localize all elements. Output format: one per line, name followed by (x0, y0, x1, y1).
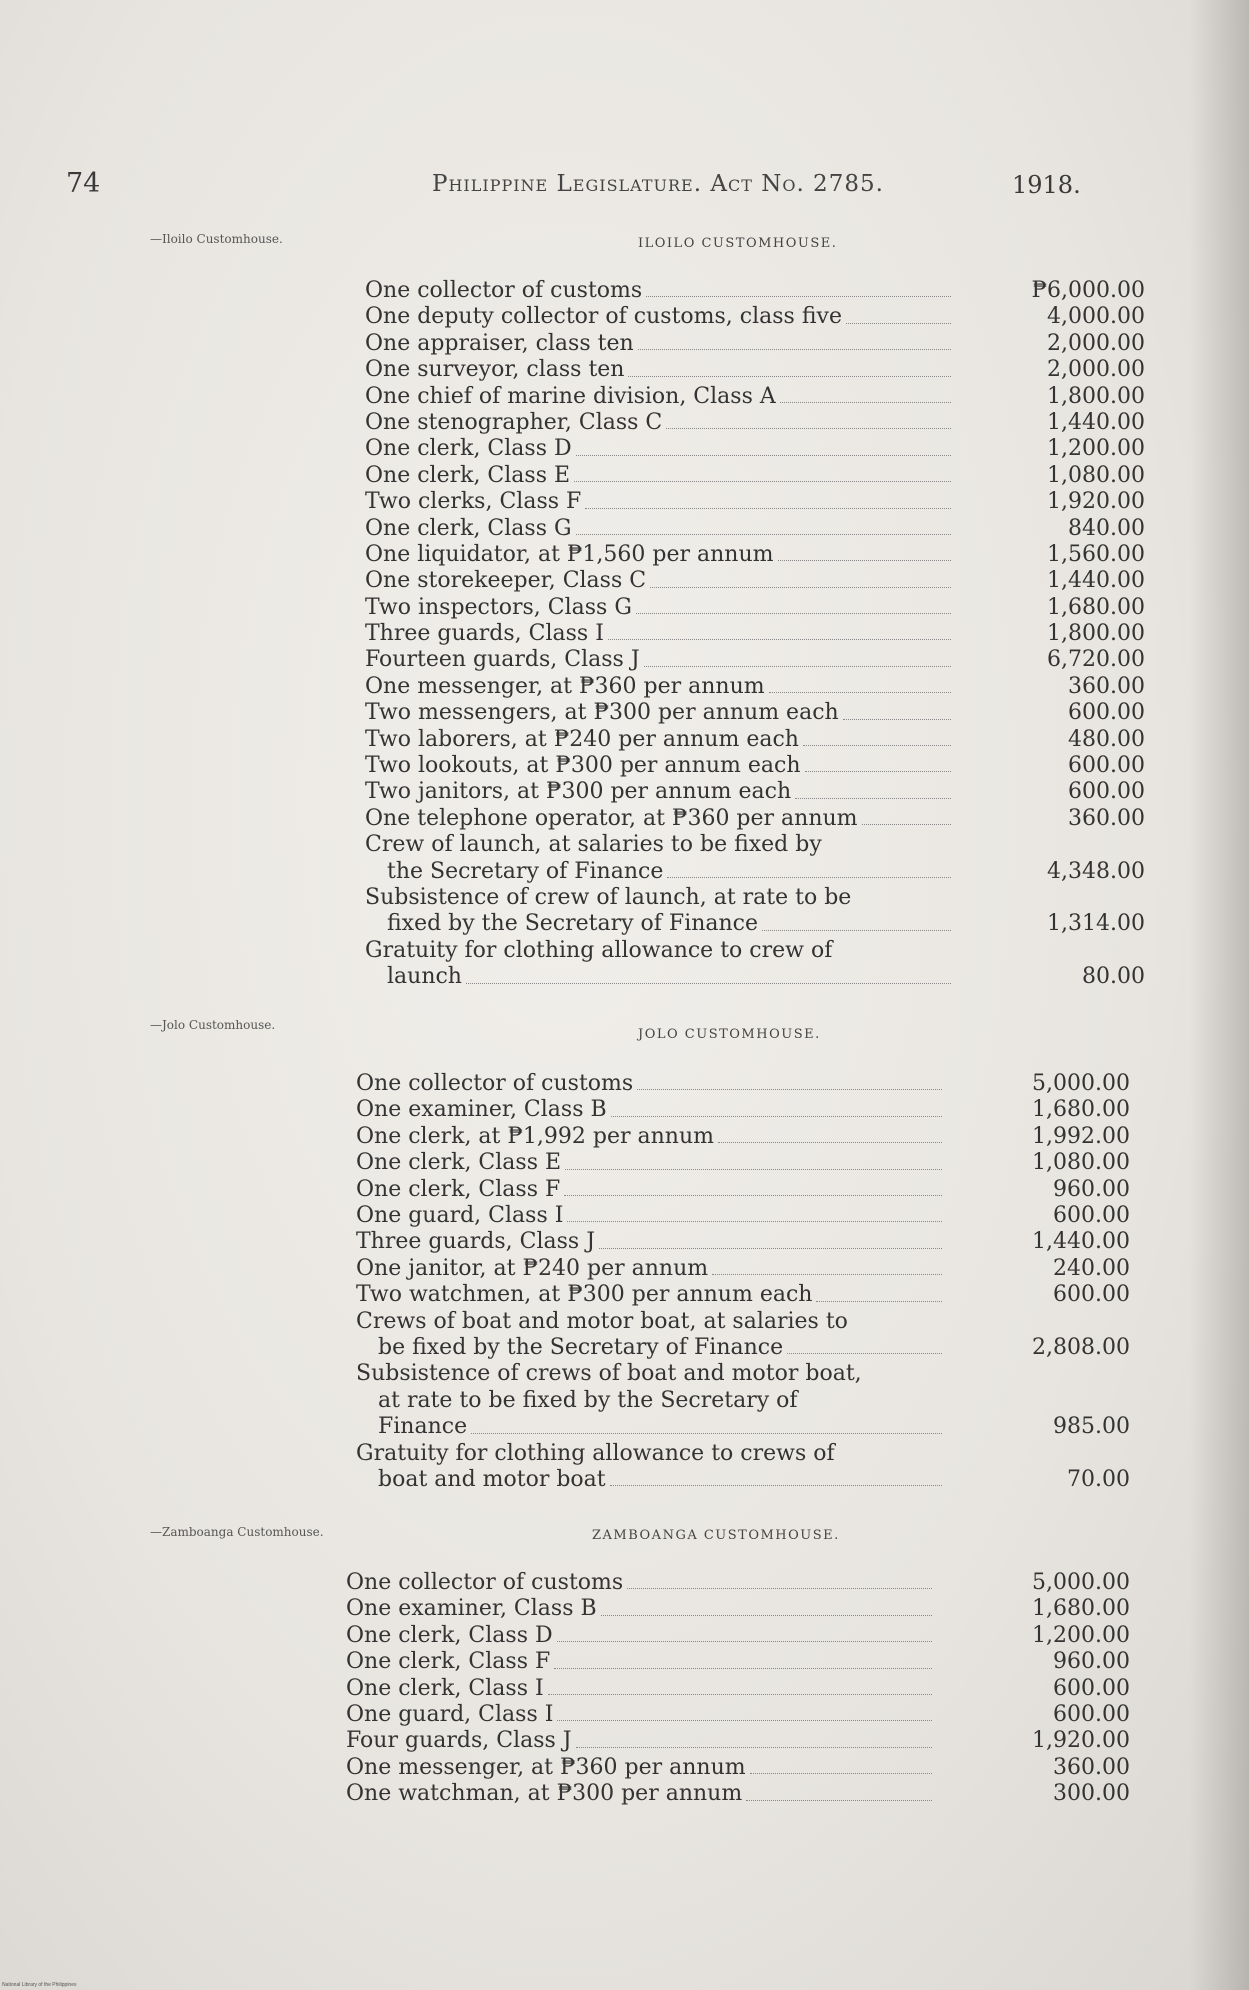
row-amount: 600.00 (1068, 753, 1145, 779)
row-description-line: One surveyor, class ten (365, 357, 625, 383)
table-row (365, 647, 1145, 673)
row-amount: 1,560.00 (1047, 541, 1145, 567)
leader-dots (557, 1641, 932, 1642)
row-description (346, 1596, 928, 1622)
row-description-line: Two laborers, at ₱240 per annum each (365, 726, 799, 752)
row-description (356, 1150, 938, 1176)
row-description-line: be fixed by the Secretary of Finance (378, 1334, 784, 1360)
row-amount: 2,000.00 (1047, 357, 1145, 383)
row-description (346, 1728, 928, 1754)
leader-dots (780, 402, 951, 403)
row-description-line: Four guards, Class J (346, 1728, 572, 1754)
leader-dots (778, 560, 951, 561)
row-description-line: Three guards, Class J (356, 1229, 596, 1255)
table-row (346, 1570, 1130, 1596)
row-amount: 1,080.00 (1032, 1150, 1130, 1176)
leader-dots (637, 1089, 942, 1090)
table-row (365, 516, 1145, 542)
row-amount: ₱6,000.00 (1031, 278, 1145, 303)
row-description (346, 1702, 928, 1728)
leader-dots (627, 1588, 932, 1589)
table-row (365, 727, 1145, 753)
row-amount: 2,808.00 (1032, 1334, 1130, 1360)
row-description (356, 1361, 938, 1440)
row-amount: 1,440.00 (1032, 1229, 1130, 1255)
row-description (346, 1781, 928, 1807)
table-row (346, 1676, 1130, 1702)
row-description-line: One collector of customs (356, 1071, 634, 1096)
row-description-line: One messenger, at ₱360 per annum (365, 673, 765, 699)
row-amount: 600.00 (1053, 1202, 1130, 1228)
leader-dots (564, 1195, 942, 1196)
table-row (356, 1309, 1130, 1362)
table-row (365, 542, 1145, 568)
row-amount: 70.00 (1067, 1466, 1130, 1492)
row-amount: 240.00 (1053, 1255, 1130, 1281)
table-row (356, 1361, 1130, 1440)
row-description (356, 1071, 938, 1097)
row-amount: 600.00 (1053, 1282, 1130, 1308)
table-row (365, 674, 1145, 700)
row-description-line: One clerk, Class D (346, 1622, 553, 1648)
row-description-line: One watchman, at ₱300 per annum (346, 1781, 743, 1807)
row-description (365, 384, 947, 410)
row-description (356, 1177, 938, 1203)
leader-dots (846, 323, 951, 324)
table-row (356, 1177, 1130, 1203)
row-description (365, 331, 947, 357)
page-edge-shadow (1189, 0, 1249, 1990)
row-description (365, 647, 947, 673)
table-zamboanga (346, 1570, 1130, 1808)
row-description (365, 410, 947, 436)
row-amount: 840.00 (1068, 515, 1145, 541)
row-description-line: the Secretary of Finance (387, 858, 664, 884)
row-description-line: Three guards, Class I (365, 621, 604, 647)
leader-dots (769, 692, 951, 693)
row-description-line: One clerk, Class F (356, 1176, 561, 1202)
row-amount: 2,000.00 (1047, 330, 1145, 356)
leader-dots (805, 771, 951, 772)
row-description-line: Two lookouts, at ₱300 per annum each (365, 753, 801, 779)
row-amount: 360.00 (1068, 673, 1145, 699)
leader-dots (565, 1169, 942, 1170)
table-row (356, 1256, 1130, 1282)
row-description-line: One clerk, Class G (365, 515, 572, 541)
row-description (365, 806, 947, 832)
row-description-line: One clerk, Class D (365, 436, 572, 462)
row-description (346, 1755, 928, 1781)
row-amount: 1,800.00 (1047, 383, 1145, 409)
row-amount: 1,800.00 (1047, 621, 1145, 647)
row-description (365, 753, 947, 779)
row-amount: 1,992.00 (1032, 1123, 1130, 1149)
table-row (365, 463, 1145, 489)
row-amount: 960.00 (1053, 1176, 1130, 1202)
leader-dots (795, 798, 951, 799)
row-amount: 1,440.00 (1047, 409, 1145, 435)
table-row (346, 1702, 1130, 1728)
row-amount: 80.00 (1082, 964, 1145, 990)
table-row (356, 1282, 1130, 1308)
row-description-line: One liquidator, at ₱1,560 per annum (365, 541, 774, 567)
page-number: 74 (66, 168, 101, 199)
row-description-line: launch (387, 964, 462, 990)
table-row (365, 410, 1145, 436)
row-description (356, 1282, 938, 1308)
row-amount: 360.00 (1053, 1754, 1130, 1780)
table-row (365, 304, 1145, 330)
table-row (365, 779, 1145, 805)
page-header (66, 168, 1086, 208)
table-row (365, 621, 1145, 647)
row-description-line: Gratuity for clothing allowance to crews of (356, 1440, 835, 1466)
table-row (356, 1441, 1130, 1494)
table-row (365, 489, 1145, 515)
row-amount: 985.00 (1053, 1414, 1130, 1440)
margin-note-jolo: —Jolo Customhouse. (150, 1018, 276, 1032)
table-row (346, 1755, 1130, 1781)
row-description-line: Crew of launch, at salaries to be fixed by (365, 832, 822, 858)
row-description (346, 1676, 928, 1702)
leader-dots (667, 877, 951, 878)
row-amount: 1,080.00 (1047, 462, 1145, 488)
row-description-line: One clerk, Class F (346, 1649, 551, 1675)
leader-dots (567, 1221, 942, 1222)
table-row (346, 1596, 1130, 1622)
table-row (365, 938, 1145, 991)
row-description-line: Gratuity for clothing allowance to crew of (365, 937, 833, 963)
row-description-line: Subsistence of crew of launch, at rate to be (365, 885, 852, 910)
row-description-line: boat and motor boat (378, 1466, 606, 1492)
leader-dots (608, 639, 951, 640)
leader-dots (666, 428, 951, 429)
row-description-line: Crews of boat and motor boat, at salaries to (356, 1308, 848, 1334)
row-description-line: Finance (378, 1414, 468, 1440)
row-amount: 600.00 (1068, 700, 1145, 726)
row-description-line: One deputy collector of customs, class five (365, 304, 842, 330)
row-description-line: at rate to be fixed by the Secretary of (378, 1387, 798, 1413)
margin-note-zamboanga: —Zamboanga Customhouse. (150, 1525, 324, 1539)
leader-dots (718, 1142, 942, 1143)
row-description-line: One examiner, Class B (356, 1097, 607, 1123)
leader-dots (574, 481, 951, 482)
row-description-line: One examiner, Class B (346, 1596, 597, 1622)
row-description-line: One guard, Class I (346, 1701, 554, 1727)
row-description-line: One clerk, Class E (365, 462, 571, 488)
table-row (365, 384, 1145, 410)
table-row (356, 1071, 1130, 1097)
row-amount: 1,440.00 (1047, 568, 1145, 594)
row-description-line: One telephone operator, at ₱360 per annum (365, 805, 858, 831)
row-description (365, 463, 947, 489)
row-description-line: One storekeeper, Class C (365, 568, 647, 594)
row-description-line: One janitor, at ₱240 per annum (356, 1255, 709, 1281)
leader-dots (803, 745, 951, 746)
leader-dots (557, 1720, 932, 1721)
leader-dots (466, 983, 951, 984)
row-amount: 4,348.00 (1047, 858, 1145, 884)
row-amount: 5,000.00 (1032, 1071, 1130, 1096)
leader-dots (576, 534, 951, 535)
row-description-line: Two clerks, Class F (365, 489, 582, 515)
table-row (365, 278, 1145, 304)
row-description-line: One guard, Class I (356, 1202, 564, 1228)
row-description-line: Two watchmen, at ₱300 per annum each (356, 1282, 813, 1308)
row-amount: 1,680.00 (1032, 1097, 1130, 1123)
table-row (356, 1150, 1130, 1176)
row-description-line: Two janitors, at ₱300 per annum each (365, 779, 792, 805)
row-amount: 960.00 (1053, 1649, 1130, 1675)
row-description (365, 621, 947, 647)
row-description (356, 1229, 938, 1255)
leader-dots (787, 1353, 942, 1354)
row-description-line: Fourteen guards, Class J (365, 647, 640, 673)
row-description-line: Two inspectors, Class G (365, 594, 632, 620)
leader-dots (548, 1694, 932, 1695)
table-row (356, 1229, 1130, 1255)
table-row (365, 806, 1145, 832)
row-description (365, 779, 947, 805)
table-row (365, 568, 1145, 594)
leader-dots (601, 1615, 932, 1616)
leader-dots (471, 1433, 942, 1434)
row-description-line: Subsistence of crews of boat and motor boat, (356, 1361, 862, 1387)
row-description (365, 516, 947, 542)
leader-dots (644, 666, 951, 667)
table-jolo (356, 1071, 1130, 1493)
row-amount: 1,680.00 (1032, 1596, 1130, 1622)
row-amount: 4,000.00 (1047, 304, 1145, 330)
table-row (346, 1728, 1130, 1754)
row-amount: 1,920.00 (1047, 489, 1145, 515)
row-description-line: Two messengers, at ₱300 per annum each (365, 700, 839, 726)
row-amount: 600.00 (1053, 1701, 1130, 1727)
row-description-line: One clerk, at ₱1,992 per annum (356, 1123, 714, 1149)
row-description (365, 304, 947, 330)
row-description (365, 489, 947, 515)
row-description-line: One collector of customs (346, 1570, 624, 1595)
margin-note-iloilo: —Iloilo Customhouse. (150, 232, 283, 246)
row-description (356, 1097, 938, 1123)
table-row (365, 595, 1145, 621)
row-description-line: One stenographer, Class C (365, 409, 663, 435)
row-description (365, 357, 947, 383)
row-description (365, 568, 947, 594)
leader-dots (599, 1248, 942, 1249)
section-heading-iloilo: ILOILO CUSTOMHOUSE. (638, 236, 838, 251)
running-head: Philippine Legislature. Act No. 2785. (432, 171, 884, 197)
leader-dots (750, 1773, 932, 1774)
row-amount: 1,200.00 (1032, 1622, 1130, 1648)
table-row (365, 885, 1145, 938)
leader-dots (712, 1274, 942, 1275)
row-description (356, 1124, 938, 1150)
table-iloilo (365, 278, 1145, 991)
section-heading-jolo: JOLO CUSTOMHOUSE. (638, 1027, 821, 1042)
table-row (365, 753, 1145, 779)
row-description-line: One chief of marine division, Class A (365, 383, 776, 409)
table-row (346, 1623, 1130, 1649)
leader-dots (843, 719, 951, 720)
row-description (365, 674, 947, 700)
table-row (346, 1649, 1130, 1675)
row-amount: 5,000.00 (1032, 1570, 1130, 1595)
row-description-line: One appraiser, class ten (365, 330, 634, 356)
row-amount: 300.00 (1053, 1781, 1130, 1807)
leader-dots (610, 1485, 942, 1486)
row-amount: 1,314.00 (1047, 911, 1145, 937)
row-amount: 600.00 (1068, 779, 1145, 805)
table-row (346, 1781, 1130, 1807)
table-row (365, 700, 1145, 726)
leader-dots (628, 376, 951, 377)
row-description (356, 1256, 938, 1282)
table-row (365, 357, 1145, 383)
row-description-line: fixed by the Secretary of Finance (387, 911, 759, 937)
row-amount: 360.00 (1068, 805, 1145, 831)
table-row (356, 1124, 1130, 1150)
table-row (356, 1097, 1130, 1123)
row-amount: 6,720.00 (1047, 647, 1145, 673)
row-description (346, 1623, 928, 1649)
row-description-line: One clerk, Class I (346, 1675, 544, 1701)
row-description-line: One clerk, Class E (356, 1150, 562, 1176)
leader-dots (576, 1747, 932, 1748)
row-amount: 1,200.00 (1047, 436, 1145, 462)
row-description (356, 1203, 938, 1229)
row-description (365, 542, 947, 568)
leader-dots (646, 296, 951, 297)
row-description (365, 700, 947, 726)
row-description (365, 595, 947, 621)
leader-dots (746, 1800, 932, 1801)
row-description (365, 436, 947, 462)
table-row (356, 1203, 1130, 1229)
table-row (365, 331, 1145, 357)
leader-dots (585, 508, 951, 509)
leader-dots (638, 349, 951, 350)
table-row (365, 832, 1145, 885)
row-description (365, 278, 947, 304)
leader-dots (636, 613, 951, 614)
leader-dots (576, 455, 951, 456)
row-description-line: One messenger, at ₱360 per annum (346, 1754, 746, 1780)
row-amount: 600.00 (1053, 1675, 1130, 1701)
leader-dots (816, 1301, 942, 1302)
row-description (365, 727, 947, 753)
leader-dots (862, 824, 951, 825)
leader-dots (762, 930, 951, 931)
row-description-line: One collector of customs (365, 278, 643, 303)
section-heading-zamboanga: ZAMBOANGA CUSTOMHOUSE. (592, 1528, 840, 1543)
footer-stamp: National Library of the Philippines (2, 1982, 77, 1988)
row-amount: 1,920.00 (1032, 1728, 1130, 1754)
row-amount: 480.00 (1068, 726, 1145, 752)
row-amount: 1,680.00 (1047, 594, 1145, 620)
leader-dots (554, 1668, 932, 1669)
row-description (346, 1570, 928, 1596)
table-row (365, 436, 1145, 462)
leader-dots (650, 587, 951, 588)
header-year: 1918. (1012, 171, 1081, 199)
leader-dots (611, 1116, 942, 1117)
row-description (346, 1649, 928, 1675)
